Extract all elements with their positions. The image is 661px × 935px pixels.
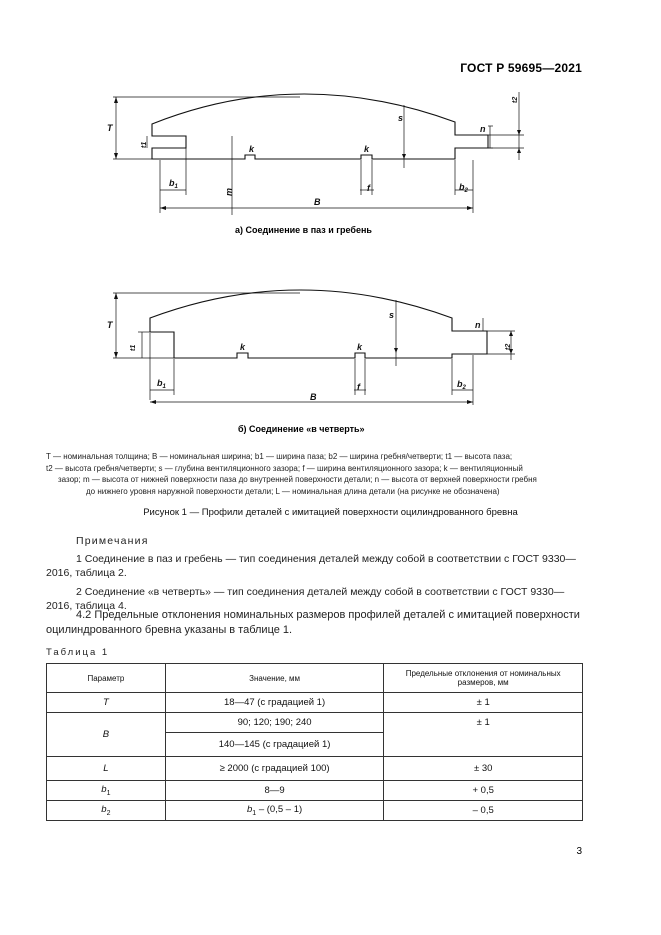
cell-value: ≥ 2000 (с градацией 100) — [165, 757, 384, 781]
label-b-B: B — [310, 392, 317, 402]
label-b-T: T — [107, 320, 113, 330]
label-b-s: s — [389, 310, 395, 320]
legend-line-1: T — номинальная толщина; B — номинальная ширина; b1 — ширина паза; b2 — ширина гребня/четверти; t1 — высота паза; — [46, 452, 513, 461]
table-row — [47, 757, 583, 781]
table-row — [47, 801, 583, 821]
header-value: Значение, мм — [165, 664, 384, 693]
label-a-k1: k — [249, 144, 255, 154]
label-a-t2: t2 — [512, 96, 519, 103]
paragraph-4-2: 4.2 Предельные отклонения номинальных размеров профилей деталей с имитацией поверхности оцилиндрованного бревна указаны в таблице 1. — [46, 609, 580, 636]
label-a-b2: $b_2$ — [459, 182, 468, 194]
page-number: 3 — [576, 846, 582, 857]
notes-block — [46, 534, 586, 618]
legend-line-2: t2 — высота гребня/четверти; s — глубина вентиляционного зазора; f — ширина вентиляционного зазора; k — вентиляционный — [46, 463, 523, 473]
label-a-b1: $b_1$ — [169, 178, 178, 190]
label-b-t1: t1 — [130, 344, 137, 351]
label-a-B: B — [314, 197, 321, 207]
cell-value: 90; 120; 190; 240 — [165, 713, 384, 733]
cell-deviation: – 0,5 — [384, 801, 583, 821]
label-a-m: m — [224, 187, 234, 196]
label-b-k2: k — [357, 342, 363, 352]
header-param: Параметр — [47, 664, 166, 693]
label-b-n: n — [475, 320, 481, 330]
deviations-table — [46, 663, 583, 821]
label-a-s: s — [398, 113, 404, 123]
cell-value: $b_1 - (0,5 - 1)$ — [165, 801, 384, 821]
profile-b-outline — [150, 290, 487, 358]
note-2: 2 Соединение «в четверть» — тип соединения деталей между собой в соответствии с ГОСТ 9330—2016, таблица 4. — [46, 586, 565, 612]
cell-value: 18—47 (с градацией 1) — [165, 693, 384, 713]
note-1: 1 Соединение в паз и гребень — тип соединения деталей между собой в соответствии с ГОСТ 9330—2016, таблица 2. — [46, 553, 576, 579]
label-b-b2: $b_2$ — [457, 379, 466, 391]
cell-deviation: + 0,5 — [384, 781, 583, 801]
legend-line-4: до нижнего уровня наружной поверхности детали; L — номинальная длина детали (на рисунке не обозначена) — [86, 486, 500, 496]
cell-param: $b_1$ — [47, 781, 166, 801]
cell-value: 140—145 (с градацией 1) — [165, 733, 384, 757]
figure-a-caption: а) Соединение в паз и гребень — [235, 225, 372, 235]
label-b-t2: t2 — [505, 343, 512, 350]
label-a-T: T — [107, 123, 113, 133]
table-row — [47, 781, 583, 801]
label-a-t1: t1 — [141, 141, 148, 148]
label-b-f: f — [357, 382, 360, 392]
cell-param: L — [47, 757, 166, 781]
standard-number: ГОСТ Р 59695—2021 — [460, 61, 582, 75]
figure-b-caption: б) Соединение «в четверть» — [238, 424, 365, 434]
label-a-n: n — [480, 124, 486, 134]
table-header-row — [47, 664, 583, 693]
table-caption: Таблица 1 — [46, 647, 110, 658]
label-a-k2: k — [364, 144, 370, 154]
cell-deviation: ± 30 — [384, 757, 583, 781]
label-b-k1: k — [240, 342, 246, 352]
cell-param: B — [47, 713, 166, 757]
figure-legend — [46, 451, 583, 497]
cell-param: $b_2$ — [47, 801, 166, 821]
cell-value: 8—9 — [165, 781, 384, 801]
cell-param: T — [47, 693, 166, 713]
header-deviation: Предельные отклонения от номинальных размеров, мм — [384, 664, 583, 693]
label-b-b1: $b_1$ — [157, 378, 166, 390]
label-a-f: f — [367, 183, 370, 193]
cell-deviation: ± 1 — [384, 693, 583, 713]
table-row — [47, 713, 583, 733]
cell-deviation: ± 1 — [384, 713, 583, 757]
profile-a-outline — [152, 94, 488, 159]
legend-line-3: зазор; m — высота от нижней поверхности паза до внутренней поверхности детали; n — высота от верхней поверхности гребня — [58, 475, 537, 484]
notes-heading: Примечания — [76, 535, 149, 547]
figure-title: Рисунок 1 — Профили деталей с имитацией поверхности оцилиндрованного бревна — [143, 507, 518, 518]
table-row — [47, 693, 583, 713]
